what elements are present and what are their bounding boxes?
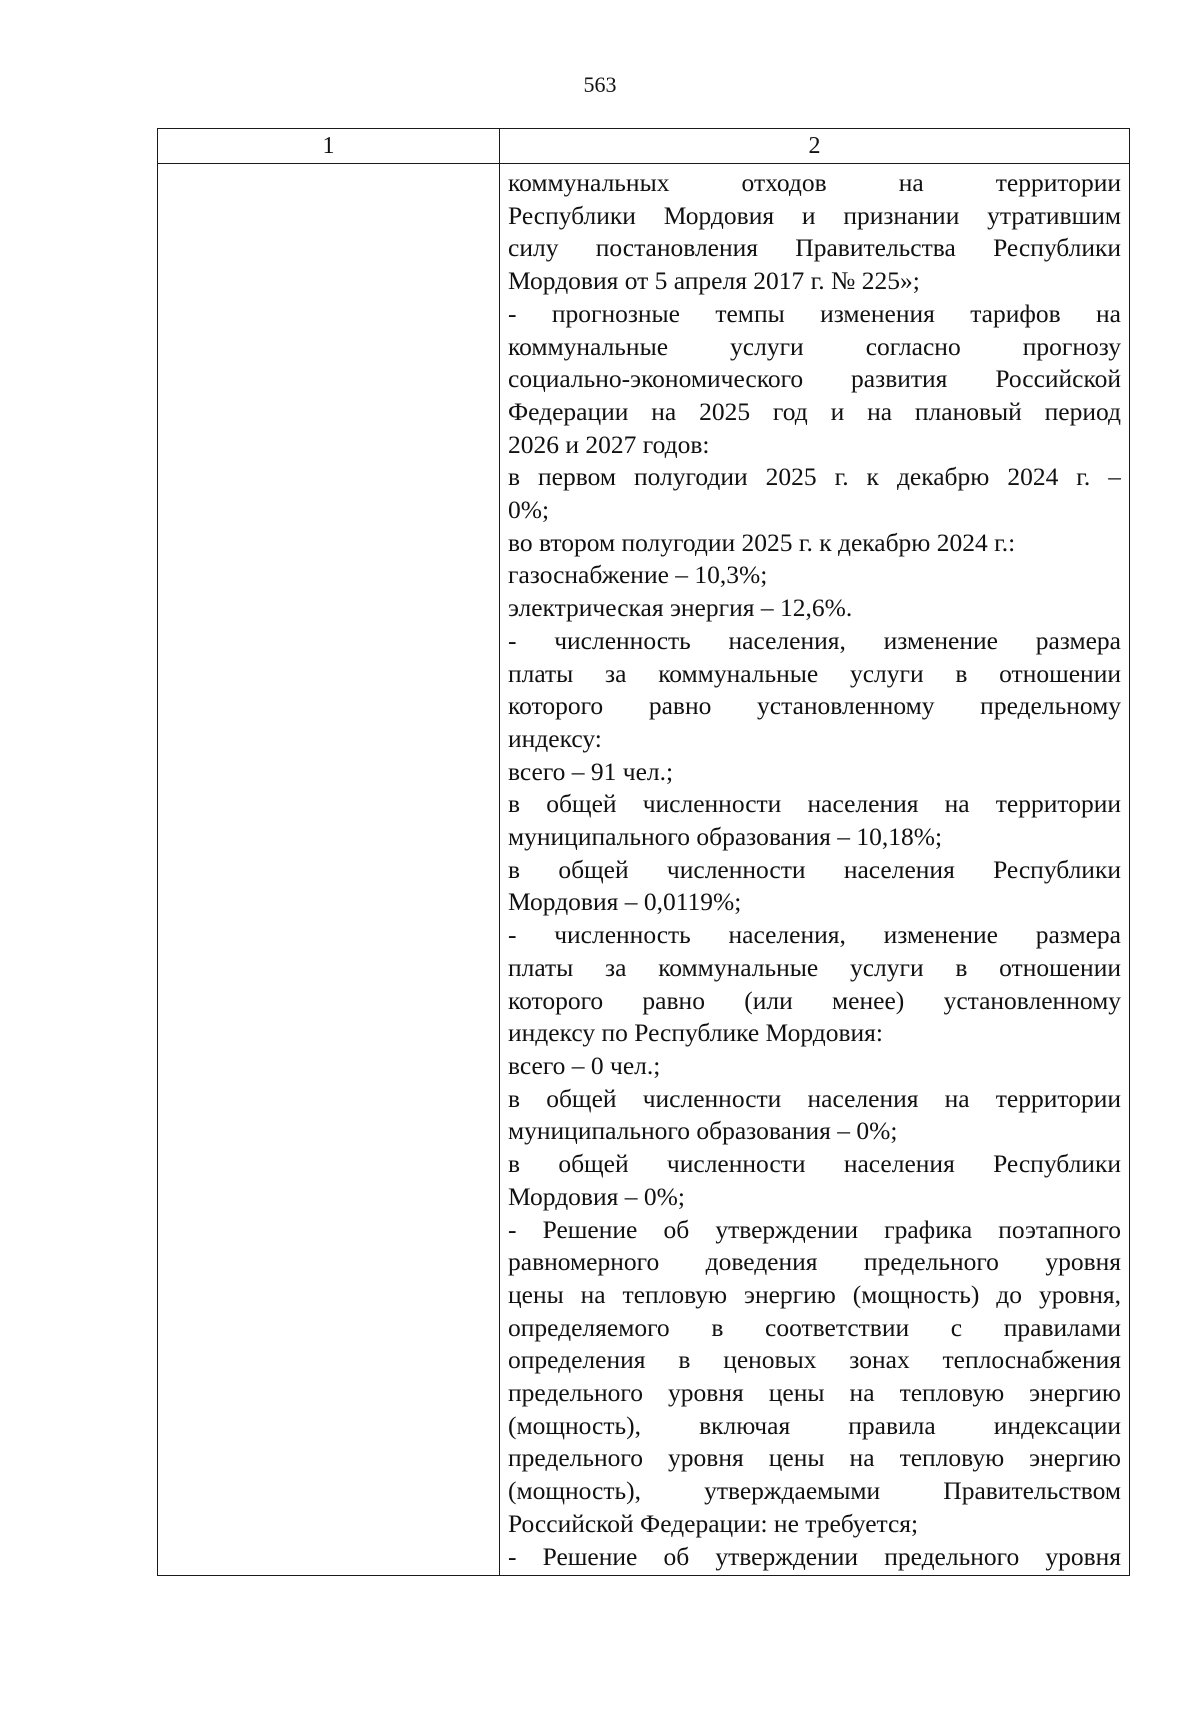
text-line: коммунальных отходов на территории bbox=[508, 168, 1121, 197]
text-line: Федерации на 2025 год и на плановый период bbox=[508, 396, 1121, 426]
text-line: Мордовия от 5 апреля 2017 г. № 225»; bbox=[508, 266, 920, 296]
text-line: в общей численности населения Республики bbox=[508, 854, 1121, 884]
text-line: Республики Мордовия и признании утратившим bbox=[508, 200, 1121, 230]
text-line: - Решение об утверждении графика поэтапного bbox=[508, 1214, 1121, 1244]
column-2-text bbox=[508, 167, 1121, 1573]
text-line: - численность населения, изменение размера bbox=[508, 625, 1121, 655]
column-header-2: 2 bbox=[500, 129, 1130, 164]
page-number: 563 bbox=[583, 72, 617, 97]
text-line: индексу: bbox=[508, 723, 602, 753]
table-header-row bbox=[158, 129, 1130, 164]
column-header-1: 1 bbox=[158, 129, 500, 164]
text-line: индексу по Республике Мордовия: bbox=[508, 1018, 883, 1048]
text-line: коммунальные услуги согласно прогнозу bbox=[508, 331, 1121, 361]
text-line: всего – 0 чел.; bbox=[508, 1050, 661, 1080]
text-line: цены на тепловую энергию (мощность) до уровня, bbox=[508, 1279, 1121, 1309]
text-line: электрическая энергия – 12,6%. bbox=[508, 593, 853, 623]
text-line: социально-экономического развития Российской bbox=[508, 364, 1121, 394]
text-line: Российской Федерации: не требуется; bbox=[508, 1508, 919, 1538]
text-line: 0%; bbox=[508, 495, 550, 525]
text-line: определения в ценовых зонах теплоснабжения bbox=[508, 1345, 1121, 1375]
text-line: платы за коммунальные услуги в отношении bbox=[508, 952, 1121, 982]
text-line: которого равно (или менее) установленному bbox=[508, 985, 1121, 1015]
text-line: (мощность), включая правила индексации bbox=[508, 1410, 1121, 1440]
text-line: в общей численности населения на территории bbox=[508, 1083, 1121, 1113]
column-2-cell bbox=[500, 164, 1130, 1576]
text-line: силу постановления Правительства Республики bbox=[508, 233, 1121, 263]
text-line: равномерного доведения предельного уровня bbox=[508, 1247, 1121, 1277]
text-line: в общей численности населения Республики bbox=[508, 1149, 1121, 1179]
text-line: - численность населения, изменение размера bbox=[508, 920, 1121, 950]
column-1-cell bbox=[158, 164, 500, 1576]
text-line: Мордовия – 0%; bbox=[508, 1181, 685, 1211]
text-line: Мордовия – 0,0119%; bbox=[508, 887, 742, 917]
text-line: определяемого в соответствии с правилами bbox=[508, 1312, 1121, 1342]
text-line: газоснабжение – 10,3%; bbox=[508, 560, 768, 590]
text-line: во втором полугодии 2025 г. к декабрю 2024 г.: bbox=[508, 527, 1016, 557]
text-line: платы за коммунальные услуги в отношении bbox=[508, 658, 1121, 688]
document-table bbox=[157, 128, 1130, 1576]
text-line: всего – 91 чел.; bbox=[508, 756, 674, 786]
text-line: предельного уровня цены на тепловую энергию bbox=[508, 1378, 1121, 1408]
text-line: муниципального образования – 0%; bbox=[508, 1116, 898, 1146]
text-line: - Решение об утверждении предельного уровня bbox=[508, 1541, 1121, 1571]
text-line: которого равно установленному предельному bbox=[508, 691, 1121, 721]
text-line: 2026 и 2027 годов: bbox=[508, 429, 710, 459]
text-line: в первом полугодии 2025 г. к декабрю 2024 г. – bbox=[508, 462, 1121, 492]
table-body-row bbox=[158, 164, 1130, 1576]
text-line: муниципального образования – 10,18%; bbox=[508, 822, 943, 852]
text-line: (мощность), утверждаемыми Правительством bbox=[508, 1476, 1121, 1506]
text-line: в общей численности населения на территории bbox=[508, 789, 1121, 819]
text-line: - прогнозные темпы изменения тарифов на bbox=[508, 298, 1121, 328]
text-line: предельного уровня цены на тепловую энергию bbox=[508, 1443, 1121, 1473]
